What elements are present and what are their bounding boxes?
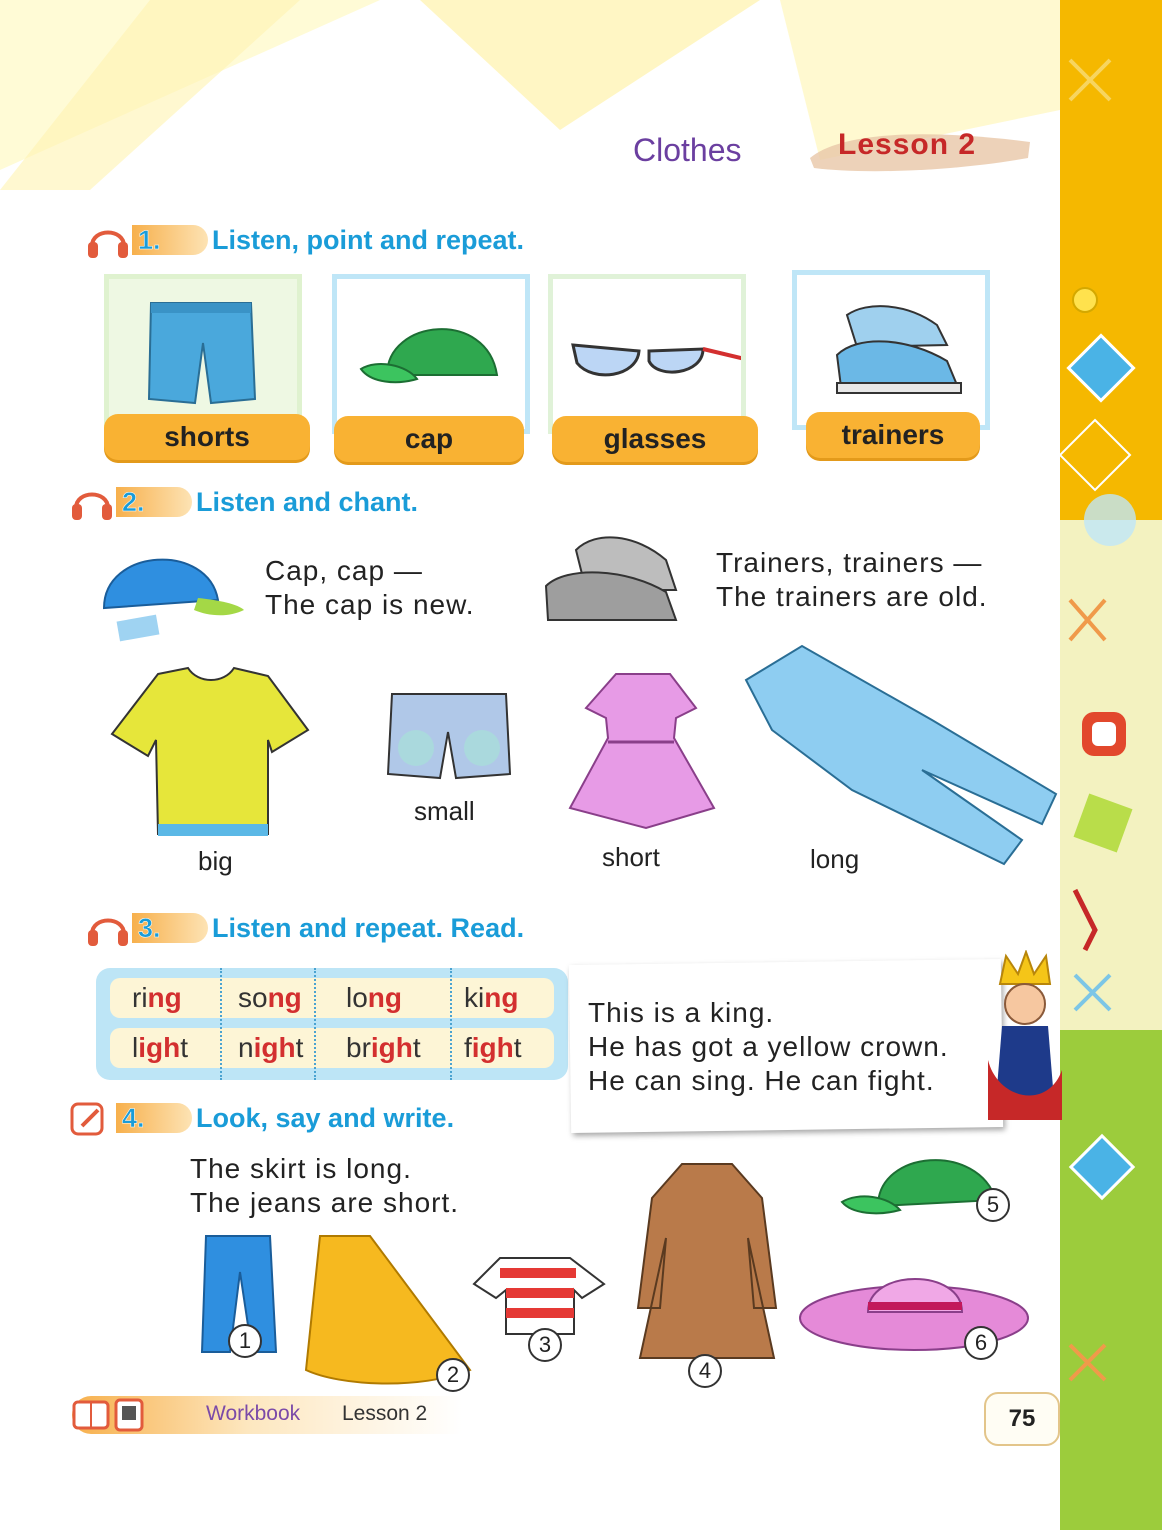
word-pill-shorts: shorts: [104, 414, 310, 460]
task-number: 3.: [138, 912, 161, 943]
word-light: light: [132, 1032, 189, 1063]
trainers-icon: [797, 275, 985, 425]
king-description: [588, 996, 949, 1098]
column-divider: [220, 968, 222, 1080]
task-3-header: [84, 908, 524, 948]
word-king: king: [464, 982, 519, 1013]
chant-cap: [265, 554, 475, 622]
word-ring: ring: [132, 982, 182, 1013]
task-1-number-pill: [132, 225, 208, 255]
task-instruction: Look, say and write.: [196, 1102, 455, 1133]
column-divider: [450, 968, 452, 1080]
task-instruction: Listen, point and repeat.: [212, 224, 525, 255]
chant-line: Cap, cap —: [265, 555, 423, 586]
number-circle-5: 5: [976, 1188, 1010, 1222]
short-dress-icon: [566, 668, 718, 840]
caption-long: long: [810, 844, 860, 874]
number-circle-4: 4: [688, 1354, 722, 1388]
big-tshirt-icon: [108, 664, 314, 840]
footer-lesson: Lesson 2: [342, 1402, 428, 1425]
workbook-icon: [74, 1402, 108, 1428]
blue-cap-icon: [98, 538, 248, 648]
speech-line: He can sing. He can fight.: [588, 1065, 935, 1096]
crown-icon: [1000, 952, 1050, 984]
example-line: The skirt is long.: [190, 1153, 412, 1184]
caption-small: small: [414, 796, 475, 826]
word-pill-cap: cap: [334, 416, 524, 462]
striped-tshirt-icon: [470, 1254, 608, 1338]
task-instruction: Listen and chant.: [196, 486, 419, 517]
card-cap[interactable]: [332, 274, 530, 434]
number-circle-2: 2: [436, 1358, 470, 1392]
word-bright: bright: [346, 1032, 421, 1063]
speech-line: This is a king.: [588, 997, 775, 1028]
word-pill-glasses: glasses: [552, 416, 758, 462]
task-number: 4.: [122, 1102, 145, 1133]
word-fight: fight: [464, 1032, 522, 1063]
pencil-book-icon[interactable]: [68, 1098, 122, 1138]
old-trainers-icon: [536, 530, 686, 634]
king-illustration: [988, 950, 1062, 1130]
chant-trainers: [716, 546, 988, 614]
word-long: long: [346, 982, 403, 1013]
headphones-icon[interactable]: [68, 482, 122, 522]
task-instruction: Listen and repeat. Read.: [212, 912, 525, 943]
shorts-icon: [109, 279, 297, 429]
small-shorts-icon: [386, 688, 512, 784]
word-row-ng: [110, 978, 554, 1018]
cap-icon: [337, 279, 525, 429]
task-number: 1.: [138, 224, 161, 255]
headphones-icon[interactable]: [84, 908, 138, 948]
number-circle-3: 3: [528, 1328, 562, 1362]
word-row-igh: [110, 1028, 554, 1068]
task-4-examples: [190, 1152, 459, 1220]
word-song: song: [238, 982, 302, 1013]
task-4-header: [68, 1098, 454, 1138]
task-number: 2.: [122, 486, 145, 517]
footer-icons: [72, 1396, 150, 1434]
task-2-header: [68, 482, 418, 522]
task-2-number-pill: [116, 487, 192, 517]
task-1-header: [84, 220, 524, 260]
long-jeans-icon: [742, 640, 1060, 866]
chant-line: The trainers are old.: [716, 581, 988, 612]
glasses-icon: [553, 279, 741, 429]
topic-title: Clothes: [633, 132, 742, 168]
footer-workbook[interactable]: Workbook: [206, 1402, 301, 1425]
task-3-number-pill: [132, 913, 208, 943]
task-4-number-pill: [116, 1103, 192, 1133]
qr-icon: [116, 1400, 142, 1430]
speech-line: He has got a yellow crown.: [588, 1031, 949, 1062]
number-circle-1: 1: [228, 1324, 262, 1358]
caption-big: big: [198, 846, 233, 876]
card-shorts[interactable]: [104, 274, 302, 434]
card-glasses[interactable]: [548, 274, 746, 434]
headphones-icon[interactable]: [84, 220, 138, 260]
long-dress-icon: [636, 1158, 778, 1368]
chant-line: The cap is new.: [265, 589, 475, 620]
caption-short: short: [602, 842, 660, 872]
card-trainers[interactable]: [792, 270, 990, 430]
word-pill-trainers: trainers: [806, 412, 980, 458]
number-circle-6: 6: [964, 1326, 998, 1360]
column-divider: [314, 968, 316, 1080]
lesson-title: Lesson 2: [838, 128, 977, 161]
example-line: The jeans are short.: [190, 1187, 460, 1218]
page-number: 75: [984, 1392, 1060, 1446]
side-decoration-strip: [1060, 0, 1162, 1530]
chant-line: Trainers, trainers —: [716, 547, 983, 578]
word-night: night: [238, 1032, 304, 1063]
phonics-word-table: [96, 968, 568, 1080]
